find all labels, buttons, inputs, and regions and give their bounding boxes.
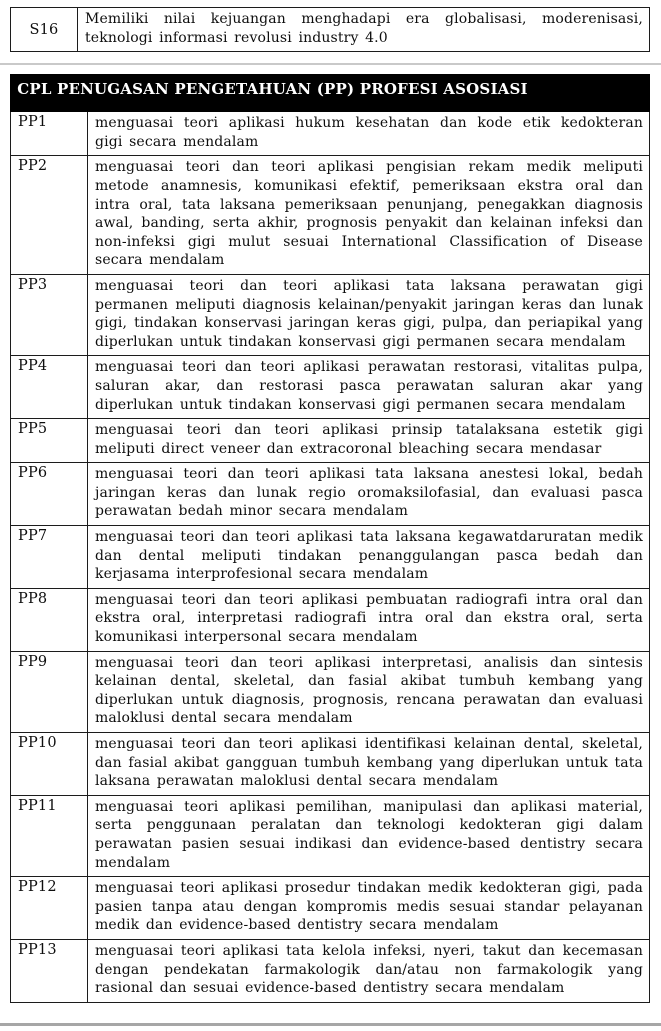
pp-table-row — [11, 588, 650, 651]
pp-code: PP3 — [11, 274, 88, 355]
s-cpl-table — [10, 7, 650, 52]
pp-description: menguasai teori dan teori aplikasi prinsip tatalaksana estetik gigi meliputi direct veneer dan extracoronal bleaching secara mendasar — [88, 419, 650, 463]
pp-description: menguasai teori aplikasi prosedur tindakan medik kedokteran gigi, pada pasien tanpa atau dengan kompromis medis sesuai standar pelayanan medik dan evidence-based dentistry secara mendalam — [88, 877, 650, 940]
pp-table-row — [11, 274, 650, 355]
pp-table-row — [11, 112, 650, 156]
pp-code: PP12 — [11, 877, 88, 940]
pp-table-row — [11, 526, 650, 589]
pp-description: menguasai teori dan teori aplikasi pembuatan radiografi intra oral dan ekstra oral, interpretasi radiografi intra oral dan ekstra oral, serta komunikasi interpersonal secara mendalam — [88, 588, 650, 651]
section-separator-line — [0, 63, 661, 65]
pp-code: PP13 — [11, 939, 88, 1002]
pp-table-row — [11, 156, 650, 275]
pp-table-header: CPL PENUGASAN PENGETAHUAN (PP) PROFESI ASOSIASI — [11, 75, 650, 112]
pp-code: PP8 — [11, 588, 88, 651]
pp-table-row — [11, 939, 650, 1002]
pp-description: menguasai teori aplikasi tata kelola infeksi, nyeri, takut dan kecemasan dengan pendekatan farmakologik dan/atau non farmakologik yang rasional dan sesuai evidence-based dentistry secara mendalam — [88, 939, 650, 1002]
pp-code: PP7 — [11, 526, 88, 589]
pp-table-row — [11, 795, 650, 876]
pp-table-header-row — [11, 75, 650, 112]
s-table-row — [11, 8, 650, 52]
pp-table-row — [11, 733, 650, 796]
pp-table-row — [11, 463, 650, 526]
pp-description: menguasai teori dan teori aplikasi tata laksana kegawatdaruratan medik dan dental meliputi tindakan penanggulangan pasca bedah dan kerjasama interprofesional secara mendalam — [88, 526, 650, 589]
pp-description: menguasai teori dan teori aplikasi perawatan restorasi, vitalitas pulpa, saluran akar, dan restorasi pasca perawatan saluran akar yang diperlukan untuk tindakan konservasi gigi permanen secara mendalam — [88, 356, 650, 419]
pp-description: menguasai teori aplikasi pemilihan, manipulasi dan aplikasi material, serta penggunaan peralatan dan teknologi kedokteran gigi dalam perawatan pasien sesuai indikasi dan evidence-based dentistry secara mendalam — [88, 795, 650, 876]
pp-description: menguasai teori dan teori aplikasi tata laksana anestesi lokal, bedah jaringan keras dan lunak regio oromaksilofasial, dan evaluasi pasca perawatan bedah minor secara mendalam — [88, 463, 650, 526]
pp-description: menguasai teori dan teori aplikasi pengisian rekam medik meliputi metode anamnesis, komunikasi efektif, pemeriksaan ekstra oral dan intra oral, tata laksana pemeriksaan penunjang, penegakkan diagnosis awal, banding, serta akhir, prognosis penyakit dan kelainan infeksi dan non-infeksi gigi mulut sesuai International Classification of Disease secara mendalam — [88, 156, 650, 275]
pp-description: menguasai teori dan teori aplikasi tata laksana perawatan gigi permanen meliputi diagnosis kelainan/penyakit jaringan keras dan lunak gigi, tindakan konservasi jaringan keras gigi, pulpa, dan periapikal yang diperlukan untuk tindakan konservasi gigi permanen secara mendalam — [88, 274, 650, 355]
pp-code: PP10 — [11, 733, 88, 796]
pp-description: menguasai teori dan teori aplikasi identifikasi kelainan dental, skeletal, dan fasial akibat gangguan tumbuh kembang yang diperlukan untuk tata laksana perawatan maloklusi dental secara mendalam — [88, 733, 650, 796]
pp-code: PP11 — [11, 795, 88, 876]
pp-code: PP4 — [11, 356, 88, 419]
pp-code: PP6 — [11, 463, 88, 526]
pp-code: PP9 — [11, 651, 88, 732]
pp-code: PP5 — [11, 419, 88, 463]
next-section-top-edge — [0, 1023, 661, 1026]
pp-table-row — [11, 419, 650, 463]
pp-description: menguasai teori aplikasi hukum kesehatan dan kode etik kedokteran gigi secara mendalam — [88, 112, 650, 156]
cpl-code-s16: S16 — [11, 8, 78, 52]
pp-table-row — [11, 651, 650, 732]
cpl-description-s16: Memiliki nilai kejuangan menghadapi era globalisasi, moderenisasi, teknologi informasi revolusi industry 4.0 — [78, 8, 650, 52]
pp-code: PP2 — [11, 156, 88, 275]
pp-table-row — [11, 356, 650, 419]
pp-code: PP1 — [11, 112, 88, 156]
pp-description: menguasai teori dan teori aplikasi interpretasi, analisis dan sintesis kelainan dental, skeletal, dan fasial akibat tumbuh kembang yang diperlukan untuk diagnosis, prognosis, rencana perawatan dan evaluasi maloklusi dental secara mendalam — [88, 651, 650, 732]
pp-table-row — [11, 877, 650, 940]
pp-cpl-table — [10, 74, 650, 1003]
